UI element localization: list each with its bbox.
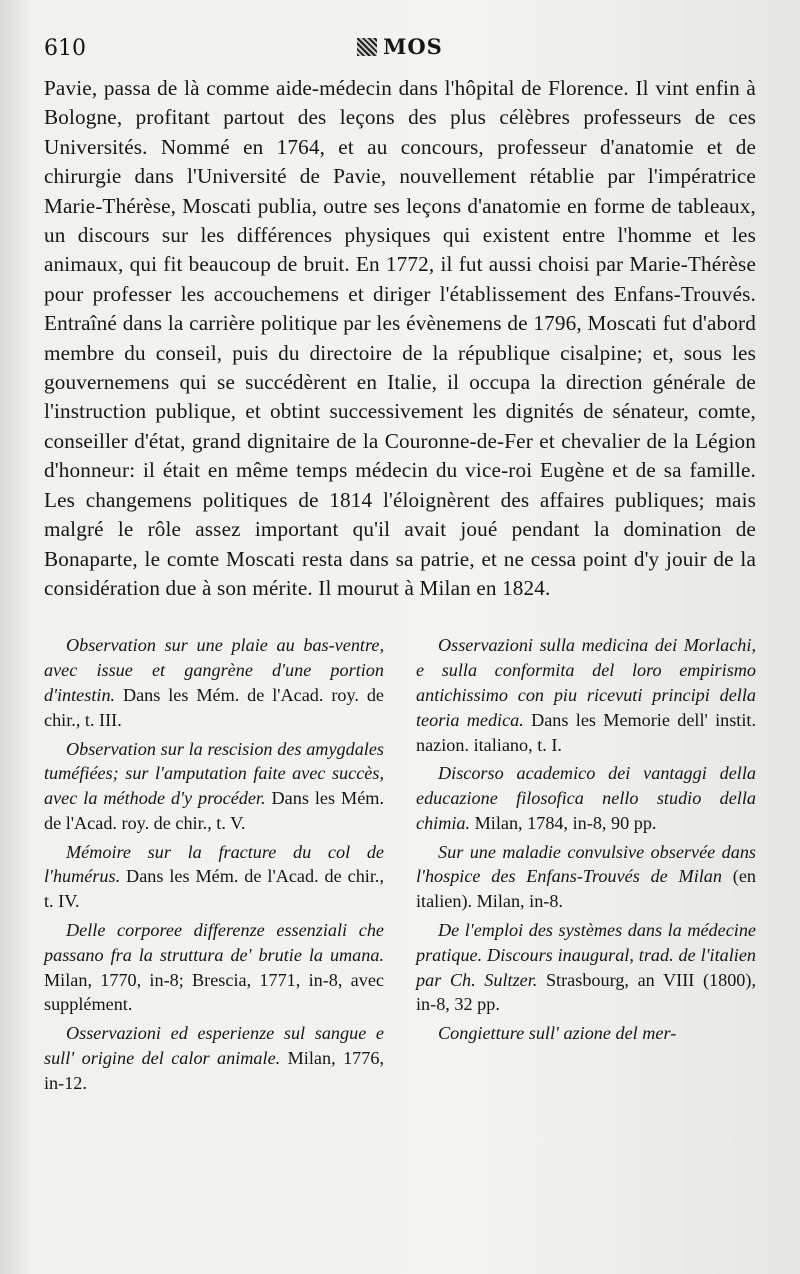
bibliography <box>44 633 756 1099</box>
entry-details: Dans les Mém. de l'Acad. roy. de chir., t. III. <box>44 684 384 730</box>
biography-text <box>44 74 756 603</box>
bibliography-entry <box>44 737 384 836</box>
entry-details: Dans les Memorie dell' instit. nazion. italiano, t. I. <box>416 709 756 755</box>
bibliography-entry <box>416 633 756 757</box>
entry-title: De l'emploi des systèmes dans la médecine pratique. Discours inaugural, trad. de l'italien par Ch. Sultzer. <box>416 920 756 990</box>
entry-title: Mémoire sur la fracture du col de l'humérus. <box>44 841 384 887</box>
entry-title: Osservazioni sulla medicina dei Morlachi, e sulla conformita del loro empirismo antichissimo con piu ricevuti principi della teoria medica. <box>416 635 756 730</box>
bibliography-entry <box>416 1021 756 1046</box>
entry-title: Osservazioni ed esperienze sul sangue e sull' origine del calor animale. <box>44 1023 384 1069</box>
entry-title: Observation sur une plaie au bas-ventre, avec issue et gangrène d'une portion d'intestin. <box>44 635 384 705</box>
running-head <box>44 34 756 59</box>
entry-title: Congietture sull' azione del mer- <box>438 1023 677 1044</box>
page-header <box>44 30 756 74</box>
bibliography-left-column <box>44 633 384 1099</box>
ornament-icon <box>357 38 377 56</box>
bibliography-entry <box>44 1021 384 1095</box>
bibliography-entry <box>416 761 756 835</box>
entry-details: Milan, 1770, in-8; Brescia, 1771, in-8, avec supplément. <box>44 969 384 1015</box>
entry-details: Strasbourg, an VIII (1800), in-8, 32 pp. <box>416 969 756 1015</box>
bibliography-right-column <box>416 633 756 1099</box>
entry-title: Observation sur la rescision des amygdales tuméfiées; sur l'amputation faite avec succès, avec la méthode d'y procéder. <box>44 738 384 809</box>
entry-details: Milan, 1784, in-8, 90 pp. <box>470 812 657 833</box>
entry-title: Delle corporee differenze essenziali che passano fra la struttura de' brutie la umana. <box>44 920 384 965</box>
entry-details: Dans les Mém. de l'Acad. roy. de chir., t. V. <box>44 788 384 833</box>
entry-details: (en italien). Milan, in-8. <box>416 866 756 912</box>
bibliography-entry <box>44 840 384 914</box>
bibliography-entry <box>416 918 756 1017</box>
bibliography-entry <box>44 633 384 732</box>
bibliography-entry <box>44 918 384 1017</box>
page-number: 610 <box>44 36 86 61</box>
entry-title: Discorso academico dei vantaggi della educazione filosofica nello studio della chimia. <box>416 763 756 833</box>
entry-details: Dans les Mém. de l'Acad. de chir., t. IV. <box>44 866 384 912</box>
running-head-text: MOS <box>383 34 443 59</box>
biography-paragraph: Pavie, passa de là comme aide-médecin dans l'hôpital de Florence. Il vint enfin à Bologne, profitant partout des leçons des plus célèbres professeurs de ces Universités. Nommé en 1764, et au concours, professeur d'anatomie et de chirurgie dans l'Université de Pavie, nouvellement rétablie par l'impératrice Marie-Thérèse, Moscati publia, outre ses leçons d'anatomie en forme de tableaux, un discours sur les différences physiques qui existent entre l'homme et les animaux, qui fit beaucoup de bruit. En 1772, il fut aussi choisi par Marie-Thérèse pour professer les accouchemens et diriger l'établissement des Enfans-Trouvés. Entraîné dans la carrière politique par les évènemens de 1796, Moscati fut d'abord membre du conseil, puis du directoire de la république cisalpine; et, sous les gouvernemens qui se succédèrent en Italie, il occupa la direction générale de l'instruction publique, et obtint successivement les dignités de sénateur, comte, conseiller d'état, grand dignitaire de la Couronne-de-Fer et chevalier de la Légion d'honneur: il était en même temps médecin du vice-roi Eugène et de sa famille. Les changemens politiques de 1814 l'éloignèrent des affaires publiques; mais malgré le rôle assez important qu'il avait joué pendant la domination de Bonaparte, le comte Moscati resta dans sa patrie, et ne cessa point d'y jouir de la considération due à son mérite. Il mourut à Milan en 1824. <box>44 76 756 600</box>
entry-details: Milan, 1776, in-12. <box>44 1048 384 1093</box>
bibliography-entry <box>416 840 756 914</box>
entry-title: Sur une maladie convulsive observée dans l'hospice des Enfans-Trouvés de Milan <box>416 841 756 887</box>
